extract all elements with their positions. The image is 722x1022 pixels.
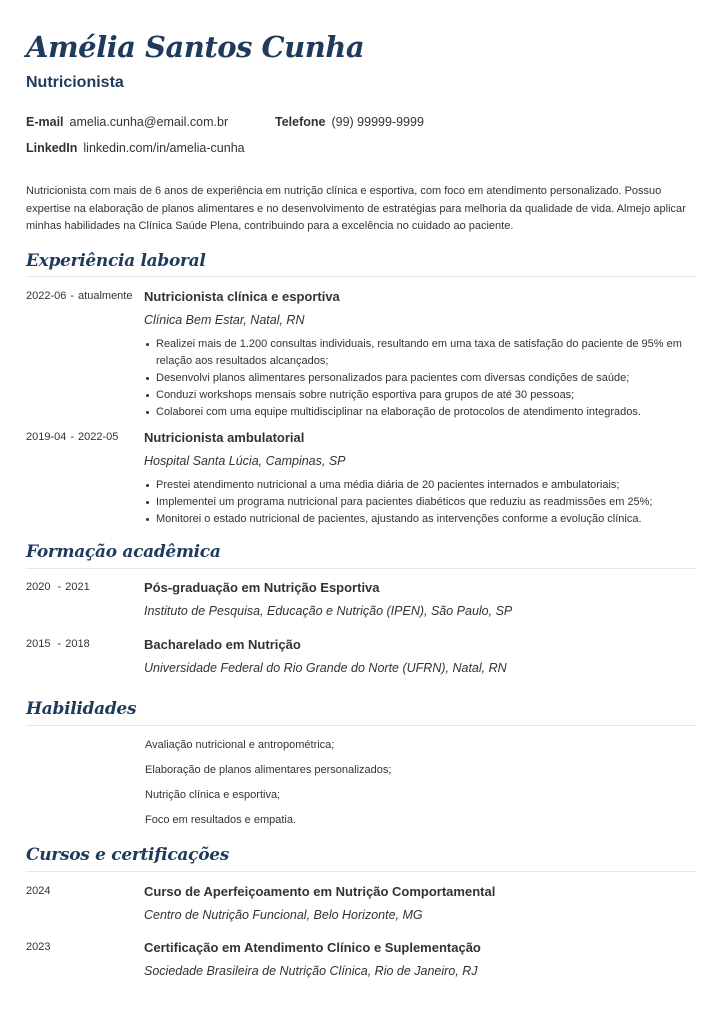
achievement-item: Realizei mais de 1.200 consultas individuais, resultando em uma taxa de satisfação do paciente de 95% em relação aos resultados alcançados; [144,336,696,370]
degree-title: Bacharelado em Nutrição [144,637,301,652]
date-start: 2022-06 [26,290,67,302]
entry-date: 2019-04 - 2022-05 [26,431,119,443]
skill-item: Elaboração de planos alimentares personalizados; [145,764,392,776]
date-end: 2021 [65,581,90,593]
entry-date: 2020 - 2021 [26,581,90,593]
achievement-item: Prestei atendimento nutricional a uma média diária de 20 pacientes internados e ambulatoriais; [144,477,696,494]
date-start: 2020 [26,581,51,593]
section-divider [26,725,696,726]
section-title-education: Formação acadêmica [26,542,221,562]
skill-item: Foco em resultados e empatia. [145,814,297,826]
phone-label: Telefone [275,115,326,129]
job-achievements [144,336,696,421]
achievement-item: Desenvolvi planos alimentares personalizados para pacientes com diversas condições de saúde; [144,370,696,387]
institution: Universidade Federal do Rio Grande do Norte (UFRN), Natal, RN [144,661,507,675]
course-year: 2023 [26,941,51,953]
job-title: Nutricionista ambulatorial [144,430,305,445]
linkedin-label: LinkedIn [26,141,78,155]
section-divider [26,871,696,872]
skill-item: Avaliação nutricional e antropométrica; [145,739,335,751]
achievement-item: Monitorei o estado nutricional de pacientes, ajustando as intervenções conforme a evolução clínica. [144,511,696,528]
institution: Instituto de Pesquisa, Educação e Nutrição (IPEN), São Paulo, SP [144,604,513,618]
candidate-role: Nutricionista [26,74,124,91]
section-divider [26,276,696,277]
date-start: 2015 [26,638,51,650]
contact-linkedin [26,141,245,155]
job-employer: Hospital Santa Lúcia, Campinas, SP [144,454,346,468]
date-end: 2022-05 [78,431,119,443]
entry-date: 2022-06 - atualmente [26,290,133,302]
degree-title: Pós-graduação em Nutrição Esportiva [144,580,380,595]
skill-item: Nutrição clínica e esportiva; [145,789,281,801]
job-title: Nutricionista clínica e esportiva [144,289,340,304]
date-start: 2019-04 [26,431,67,443]
contact-phone [275,115,424,129]
email-value[interactable]: amelia.cunha@email.com.br [69,115,229,129]
date-end: atualmente [78,290,133,302]
date-end: 2018 [65,638,90,650]
course-title: Certificação em Atendimento Clínico e Suplementação [144,940,481,955]
job-achievements [144,477,696,528]
professional-summary: Nutricionista com mais de 6 anos de experiência em nutrição clínica e esportiva, com foco em atendimento personalizado. Possuo expertise na elaboração de planos alimentares e no desenvolvimento de estratégias para melhoria da qualidade de vida. Almejo aplicar minhas habilidades na Clínica Saúde Plena, contribuindo para a excelência no cuidado ao paciente. [26,185,686,232]
achievement-item: Implementei um programa nutricional para pacientes diabéticos que reduziu as readmissões em 25%; [144,494,696,511]
linkedin-value[interactable]: linkedin.com/in/amelia-cunha [83,141,245,155]
phone-value[interactable]: (99) 99999-9999 [331,115,424,129]
job-employer: Clínica Bem Estar, Natal, RN [144,313,305,327]
section-title-skills: Habilidades [26,699,137,719]
course-year: 2024 [26,885,51,897]
achievement-item: Conduzi workshops mensais sobre nutrição esportiva para grupos de até 30 pessoas; [144,387,696,404]
course-title: Curso de Aperfeiçoamento em Nutrição Comportamental [144,884,496,899]
course-provider: Sociedade Brasileira de Nutrição Clínica, Rio de Janeiro, RJ [144,964,478,978]
section-title-experience: Experiência laboral [26,251,206,271]
candidate-name: Amélia Santos Cunha [26,30,365,64]
course-provider: Centro de Nutrição Funcional, Belo Horizonte, MG [144,908,423,922]
section-title-courses: Cursos e certificações [26,845,230,865]
section-divider [26,568,696,569]
email-label: E-mail [26,115,64,129]
contact-email [26,115,228,129]
entry-date: 2015 - 2018 [26,638,90,650]
achievement-item: Colaborei com uma equipe multidisciplinar na elaboração de protocolos de atendimento integrados. [144,404,696,421]
